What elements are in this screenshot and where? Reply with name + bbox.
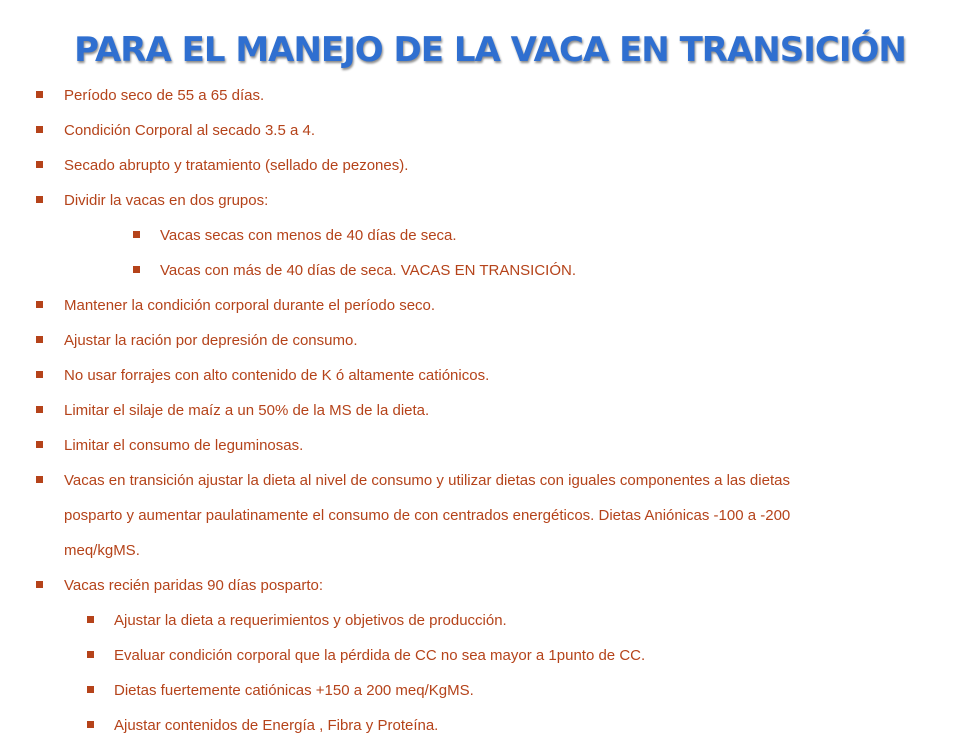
- bullet-item-divide-groups: [0, 183, 960, 218]
- bullet-text: Condición Corporal al secado 3.5 a 4.: [64, 122, 315, 139]
- square-bullet-icon: [36, 161, 43, 168]
- bullet-item-legumes: [0, 428, 960, 463]
- square-bullet-icon: [87, 686, 94, 693]
- bullet-text: Evaluar condición corporal que la pérdida de CC no sea mayor a 1punto de CC.: [114, 647, 646, 664]
- square-bullet-icon: [36, 581, 43, 588]
- bullet-text: No usar forrajes con alto contenido de K ó altamente catiónicos.: [64, 367, 490, 384]
- square-bullet-icon: [87, 651, 94, 658]
- square-bullet-icon: [36, 441, 43, 448]
- bullet-text: Limitar el consumo de leguminosas.: [64, 437, 304, 454]
- square-bullet-icon: [36, 196, 43, 203]
- bullet-text: Secado abrupto y tratamiento (sellado de pezones).: [64, 157, 409, 174]
- bullet-text-line: posparto y aumentar paulatinamente el consumo de con centrados energéticos. Dietas Aniónicas -100 a -200: [64, 507, 791, 524]
- sub-bullet-item-evaluate-condition: [0, 638, 960, 673]
- bullet-text-line: Vacas en transición ajustar la dieta al nivel de consumo y utilizar dietas con iguales componentes a las dietas: [64, 472, 790, 489]
- bullet-text: Ajustar la ración por depresión de consumo.: [64, 332, 358, 349]
- bullet-text: Ajustar la dieta a requerimientos y objetivos de producción.: [114, 612, 507, 629]
- bullet-text: Ajustar contenidos de Energía , Fibra y Proteína.: [114, 717, 439, 734]
- bullet-item-body-condition: [0, 113, 960, 148]
- square-bullet-icon: [36, 301, 43, 308]
- bullet-item-adjust-ration: [0, 323, 960, 358]
- sub-bullet-item-over-40-days: [0, 253, 960, 288]
- square-bullet-icon: [36, 476, 43, 483]
- sub-bullet-item-energy-fiber-protein: [0, 708, 960, 743]
- bullet-item-fresh-cows: [0, 568, 960, 603]
- bullet-text: Mantener la condición corporal durante el período seco.: [64, 297, 436, 314]
- sub-bullet-item-adjust-diet: [0, 603, 960, 638]
- bullet-text: Dividir la vacas en dos grupos:: [64, 192, 269, 209]
- bullet-item-transition-diet: [0, 463, 960, 568]
- bullet-text: Vacas secas con menos de 40 días de seca.: [160, 227, 457, 244]
- square-bullet-icon: [87, 721, 94, 728]
- bullet-item-forage-potassium: [0, 358, 960, 393]
- square-bullet-icon: [36, 91, 43, 98]
- bullet-list: [0, 78, 960, 743]
- bullet-item-corn-silage: [0, 393, 960, 428]
- square-bullet-icon: [87, 616, 94, 623]
- square-bullet-icon: [133, 266, 140, 273]
- square-bullet-icon: [36, 126, 43, 133]
- bullet-text: Vacas recién paridas 90 días posparto:: [64, 577, 324, 594]
- bullet-text: Limitar el silaje de maíz a un 50% de la MS de la dieta.: [64, 402, 430, 419]
- slide-title: PARA EL MANEJO DE LA VACA EN TRANSICIÓN: [74, 30, 906, 70]
- bullet-text: Dietas fuertemente catiónicas +150 a 200 meq/KgMS.: [114, 682, 474, 699]
- square-bullet-icon: [36, 336, 43, 343]
- bullet-text: Período seco de 55 a 65 días.: [64, 87, 265, 104]
- bullet-item-maintain-condition: [0, 288, 960, 323]
- sub-bullet-item-cationic-diets: [0, 673, 960, 708]
- square-bullet-icon: [36, 371, 43, 378]
- square-bullet-icon: [133, 231, 140, 238]
- bullet-text: Vacas con más de 40 días de seca. VACAS EN TRANSICIÓN.: [160, 262, 577, 279]
- bullet-item-dry-period: [0, 78, 960, 113]
- bullet-text-line: meq/kgMS.: [64, 542, 140, 559]
- bullet-item-abrupt-drying: [0, 148, 960, 183]
- square-bullet-icon: [36, 406, 43, 413]
- sub-bullet-item-under-40-days: [0, 218, 960, 253]
